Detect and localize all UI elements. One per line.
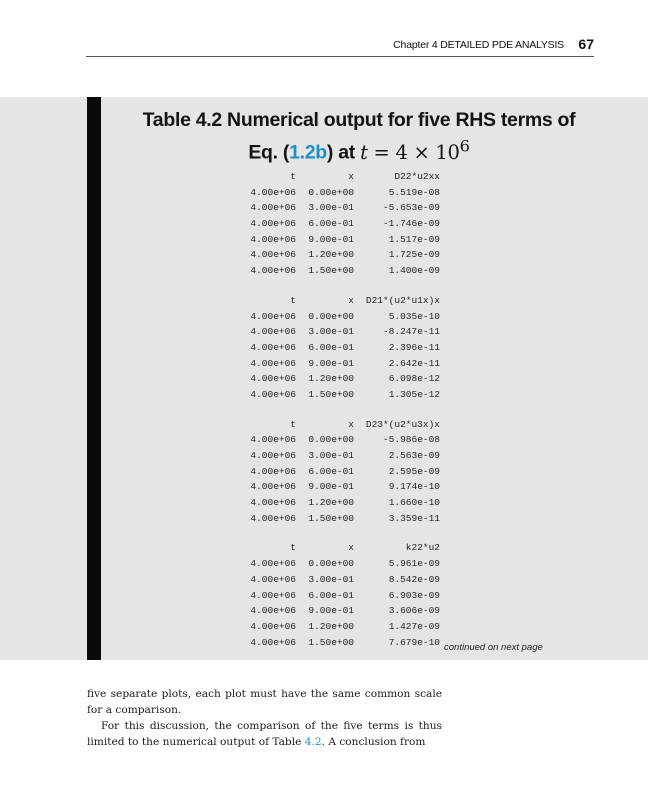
column-header: D22*u2xx (394, 171, 440, 182)
table-cell: 4.00e+06 (250, 186, 296, 198)
numerical-tables (240, 169, 440, 664)
chapter-label: Chapter 4 DETAILED PDE ANALYSIS (393, 39, 564, 51)
table-cell: 4.00e+06 (250, 636, 296, 648)
table-row (240, 371, 440, 387)
table-row (240, 232, 440, 248)
column-header: k22*u2 (405, 542, 440, 554)
table-cell: 9.00e-01 (308, 357, 354, 369)
column-header: x (348, 418, 354, 430)
table-header-row (240, 417, 440, 433)
table-cell: 6.00e-01 (308, 218, 354, 230)
table-cell: 4.00e+06 (250, 589, 296, 601)
table-row (240, 495, 440, 511)
table-row (240, 603, 440, 619)
table-cell: 4.00e+06 (250, 233, 296, 245)
table-cell: 1.725e-09 (388, 249, 440, 261)
table-cell: 2.396e-11 (388, 341, 440, 353)
table-row (240, 635, 440, 651)
table-cell: 3.00e-01 (308, 450, 354, 461)
math-t: t (360, 140, 368, 164)
paragraph-2-start: For this discussion, the comparison of the five terms is thus limited to the numerical output of Table (87, 720, 442, 748)
caption-eq-close: ) at (326, 141, 361, 164)
table-cell: 3.00e-01 (308, 573, 354, 585)
table-cell: 0.00e+00 (308, 310, 354, 322)
table-cell: 1.305e-12 (388, 388, 440, 400)
caption-eq-label: Eq. ( (248, 141, 290, 164)
table-cell: 6.00e-01 (308, 589, 354, 601)
table-row (240, 200, 440, 216)
paragraph-2 (87, 718, 442, 750)
table-panel (0, 97, 648, 660)
table-cell: -8.247e-11 (382, 326, 440, 338)
table-block (240, 169, 440, 279)
paragraph-2-end: . A conclusion from (321, 736, 426, 748)
table-cell: 4.00e+06 (250, 573, 296, 585)
table-cell: 6.903e-09 (388, 589, 440, 601)
table-row (240, 387, 440, 403)
table-cell: 4.00e+06 (250, 481, 296, 493)
column-header: t (290, 542, 296, 554)
table-row (240, 464, 440, 480)
table-block (240, 540, 440, 650)
equation-link[interactable]: 1.2b (289, 141, 327, 164)
table-row (240, 185, 440, 201)
table-cell: 4.00e+06 (250, 450, 296, 461)
table-cell: 1.20e+00 (308, 497, 354, 509)
page-number: 67 (578, 36, 594, 52)
table-row (240, 340, 440, 356)
table-caption (110, 107, 608, 166)
table-cell: 4.00e+06 (250, 249, 296, 261)
table-row (240, 511, 440, 527)
table-cell: 6.00e-01 (308, 465, 354, 477)
table-cell: 2.642e-11 (388, 357, 440, 369)
accent-bar (87, 97, 101, 660)
column-header: t (290, 294, 296, 306)
table-cell: 4.00e+06 (250, 265, 296, 277)
table-cell: 4.00e+06 (250, 512, 296, 524)
column-header: D23*(u2*u3x)x (365, 418, 440, 430)
table-cell: 4.00e+06 (250, 465, 296, 477)
table-header-row (240, 293, 440, 309)
table-cell: 5.035e-10 (388, 310, 440, 322)
table-cell: 4.00e+06 (250, 497, 296, 509)
column-header: t (290, 171, 296, 182)
table-cell: 4.00e+06 (250, 373, 296, 385)
table-cell: 0.00e+00 (308, 434, 354, 446)
table-cell: 4.00e+06 (250, 434, 296, 446)
table-row (240, 556, 440, 572)
table-cell: 4.00e+06 (250, 310, 296, 322)
table-cell: 4.00e+06 (250, 202, 296, 214)
column-header: x (348, 294, 354, 306)
table-cell: 4.00e+06 (250, 388, 296, 400)
table-cell: 4.00e+06 (250, 605, 296, 617)
table-block (240, 293, 440, 403)
table-cell: 1.20e+00 (308, 249, 354, 261)
paragraph-1: five separate plots, each plot must have the same common scale for a comparison. (87, 688, 442, 716)
table-row (240, 356, 440, 372)
table-row (240, 619, 440, 635)
table-cell: 4.00e+06 (250, 218, 296, 230)
table-row (240, 216, 440, 232)
column-header: x (348, 171, 354, 182)
math-rest: = 4 × 10 (367, 140, 460, 164)
table-cell: 1.427e-09 (388, 620, 440, 632)
table-cell: 0.00e+00 (308, 558, 354, 570)
table-header-row (240, 169, 440, 185)
table-cell: 5.961e-09 (388, 558, 440, 570)
table-cell: 3.00e-01 (308, 326, 354, 338)
table-row (240, 324, 440, 340)
table-row (240, 432, 440, 448)
column-header: D21*(u2*u1x)x (365, 294, 440, 306)
table-cell: 1.20e+00 (308, 373, 354, 385)
table-cell: 1.50e+00 (308, 265, 354, 277)
table-row (240, 448, 440, 464)
table-cell: 7.679e-10 (388, 636, 440, 648)
table-cell: 3.606e-09 (388, 605, 440, 617)
table-cell: 2.563e-09 (388, 450, 440, 461)
continued-note: continued on next page (444, 642, 543, 653)
table-cell: -5.653e-09 (382, 202, 440, 214)
caption-title: Table 4.2 Numerical output for five RHS terms of (142, 109, 576, 131)
table-block (240, 417, 440, 527)
table-cell: 9.00e-01 (308, 481, 354, 493)
table-cell: 6.098e-12 (388, 373, 440, 385)
table-cell: 8.542e-09 (388, 573, 440, 585)
table-header-row (240, 540, 440, 556)
table-cell: -5.986e-08 (382, 434, 440, 446)
table-cell: 4.00e+06 (250, 341, 296, 353)
table-cell: 1.50e+00 (308, 512, 354, 524)
table-cell: 1.50e+00 (308, 388, 354, 400)
table-cell: 4.00e+06 (250, 620, 296, 632)
table-row (240, 572, 440, 588)
table-cell: 1.20e+00 (308, 620, 354, 632)
table-cell: 9.174e-10 (388, 481, 440, 493)
table-cell: 9.00e-01 (308, 233, 354, 245)
column-header: x (348, 542, 354, 554)
table-cell: 0.00e+00 (308, 186, 354, 198)
table-cell: 3.359e-11 (388, 512, 440, 524)
body-text (87, 686, 442, 750)
table-cell: 2.595e-09 (388, 465, 440, 477)
table-cell: 6.00e-01 (308, 341, 354, 353)
table-row (240, 263, 440, 279)
table-row (240, 247, 440, 263)
table-cell: 9.00e-01 (308, 605, 354, 617)
math-exponent: 6 (459, 136, 470, 155)
table-cell: 1.50e+00 (308, 636, 354, 648)
table-cell: 4.00e+06 (250, 326, 296, 338)
table-row (240, 479, 440, 495)
table-cell: 4.00e+06 (250, 558, 296, 570)
table-cell: 4.00e+06 (250, 357, 296, 369)
table-row (240, 309, 440, 325)
table-cell: 1.660e-10 (388, 497, 440, 509)
column-header: t (290, 418, 296, 430)
table-cell: 3.00e-01 (308, 202, 354, 214)
table-row (240, 588, 440, 604)
table-ref-link[interactable]: 4.2 (304, 736, 322, 748)
running-header (86, 36, 594, 57)
table-cell: 1.400e-09 (388, 265, 440, 277)
table-cell: -1.746e-09 (382, 218, 440, 230)
table-cell: 5.519e-08 (388, 186, 440, 198)
caption-math (360, 136, 470, 164)
table-cell: 1.517e-09 (388, 233, 440, 245)
